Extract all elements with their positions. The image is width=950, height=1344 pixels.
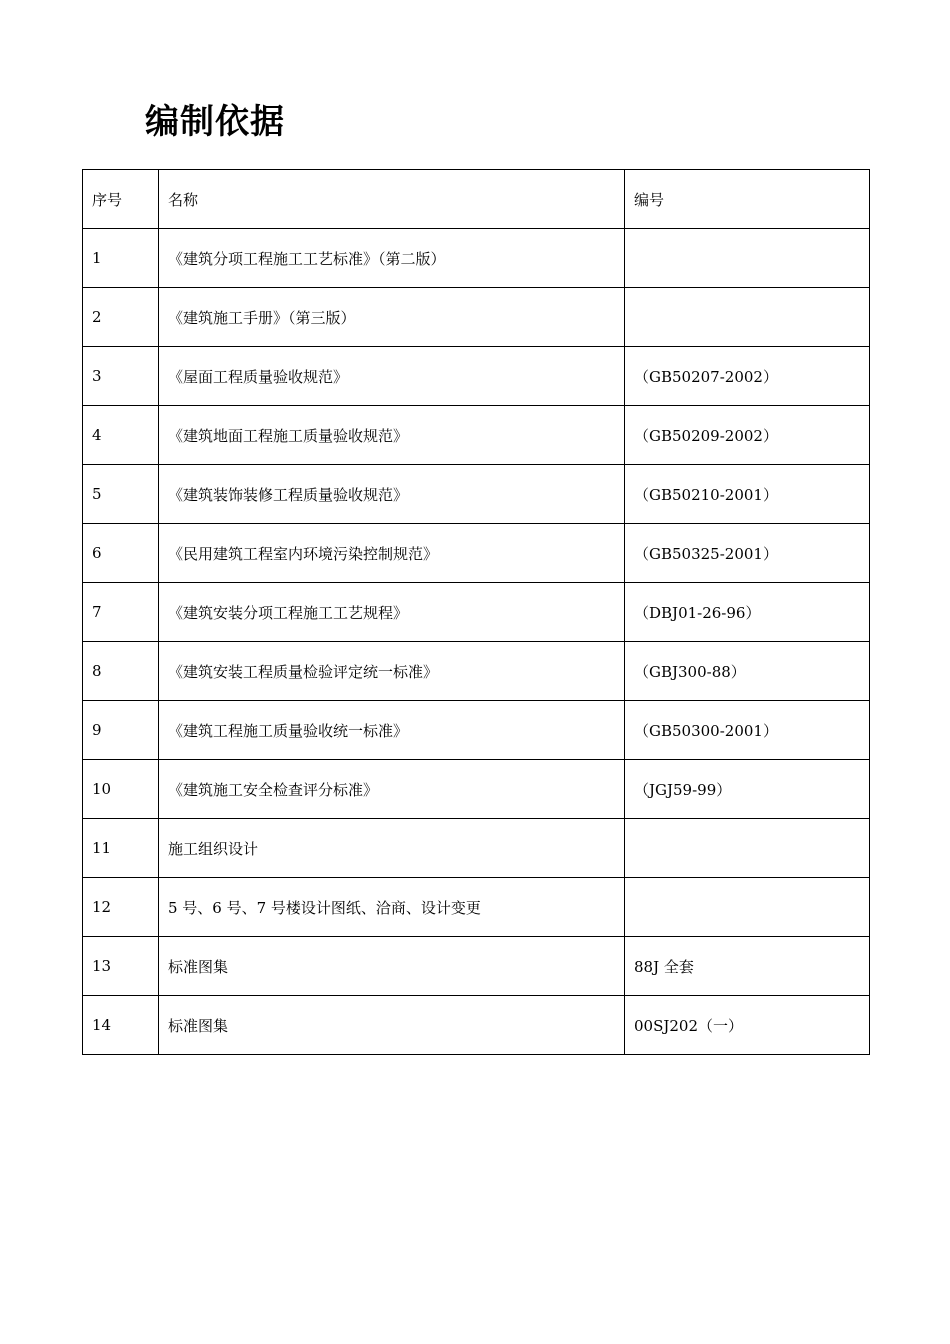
table-row bbox=[83, 583, 870, 642]
table-row bbox=[83, 819, 870, 878]
table-row bbox=[83, 642, 870, 701]
row-no: 2 bbox=[83, 288, 159, 347]
row-name: 《建筑安装分项工程施工工艺规程》 bbox=[159, 583, 625, 642]
table-row bbox=[83, 465, 870, 524]
row-name: 《建筑工程施工质量验收统一标准》 bbox=[159, 701, 625, 760]
table-row bbox=[83, 406, 870, 465]
row-name: 《民用建筑工程室内环境污染控制规范》 bbox=[159, 524, 625, 583]
table-row bbox=[83, 996, 870, 1055]
row-name: 施工组织设计 bbox=[159, 819, 625, 878]
row-code bbox=[625, 288, 870, 347]
header-name: 名称 bbox=[159, 170, 625, 229]
row-code: （GB50325-2001） bbox=[625, 524, 870, 583]
row-code bbox=[625, 819, 870, 878]
row-name: 《建筑分项工程施工工艺标准》（第二版） bbox=[159, 229, 625, 288]
row-name: 《建筑安装工程质量检验评定统一标准》 bbox=[159, 642, 625, 701]
table-row bbox=[83, 701, 870, 760]
row-name: 5 号、6 号、7 号楼设计图纸、洽商、设计变更 bbox=[159, 878, 625, 937]
table-row bbox=[83, 288, 870, 347]
table-row bbox=[83, 524, 870, 583]
table-row bbox=[83, 347, 870, 406]
row-no: 11 bbox=[83, 819, 159, 878]
row-no: 10 bbox=[83, 760, 159, 819]
row-code: 88J 全套 bbox=[625, 937, 870, 996]
row-code: （GBJ300-88） bbox=[625, 642, 870, 701]
row-code: 00SJ202（一） bbox=[625, 996, 870, 1055]
table-row bbox=[83, 760, 870, 819]
row-name: 《屋面工程质量验收规范》 bbox=[159, 347, 625, 406]
row-name: 《建筑地面工程施工质量验收规范》 bbox=[159, 406, 625, 465]
row-name: 标准图集 bbox=[159, 996, 625, 1055]
page-title: 编制依据 bbox=[145, 102, 285, 142]
row-no: 13 bbox=[83, 937, 159, 996]
row-code: （JGJ59-99） bbox=[625, 760, 870, 819]
row-no: 7 bbox=[83, 583, 159, 642]
row-no: 12 bbox=[83, 878, 159, 937]
row-name: 《建筑装饰装修工程质量验收规范》 bbox=[159, 465, 625, 524]
row-code: （GB50210-2001） bbox=[625, 465, 870, 524]
row-code bbox=[625, 878, 870, 937]
row-no: 14 bbox=[83, 996, 159, 1055]
row-code bbox=[625, 229, 870, 288]
row-no: 3 bbox=[83, 347, 159, 406]
table-row bbox=[83, 878, 870, 937]
table-row bbox=[83, 229, 870, 288]
basis-table bbox=[82, 169, 870, 1055]
row-no: 1 bbox=[83, 229, 159, 288]
row-code: （GB50300-2001） bbox=[625, 701, 870, 760]
row-no: 4 bbox=[83, 406, 159, 465]
row-no: 6 bbox=[83, 524, 159, 583]
row-code: （GB50209-2002） bbox=[625, 406, 870, 465]
row-no: 9 bbox=[83, 701, 159, 760]
header-no: 序号 bbox=[83, 170, 159, 229]
header-code: 编号 bbox=[625, 170, 870, 229]
row-code: （GB50207-2002） bbox=[625, 347, 870, 406]
row-no: 8 bbox=[83, 642, 159, 701]
table-row bbox=[83, 937, 870, 996]
row-no: 5 bbox=[83, 465, 159, 524]
row-name: 标准图集 bbox=[159, 937, 625, 996]
row-code: （DBJ01-26-96） bbox=[625, 583, 870, 642]
row-name: 《建筑施工手册》（第三版） bbox=[159, 288, 625, 347]
table-header-row bbox=[83, 170, 870, 229]
row-name: 《建筑施工安全检查评分标准》 bbox=[159, 760, 625, 819]
